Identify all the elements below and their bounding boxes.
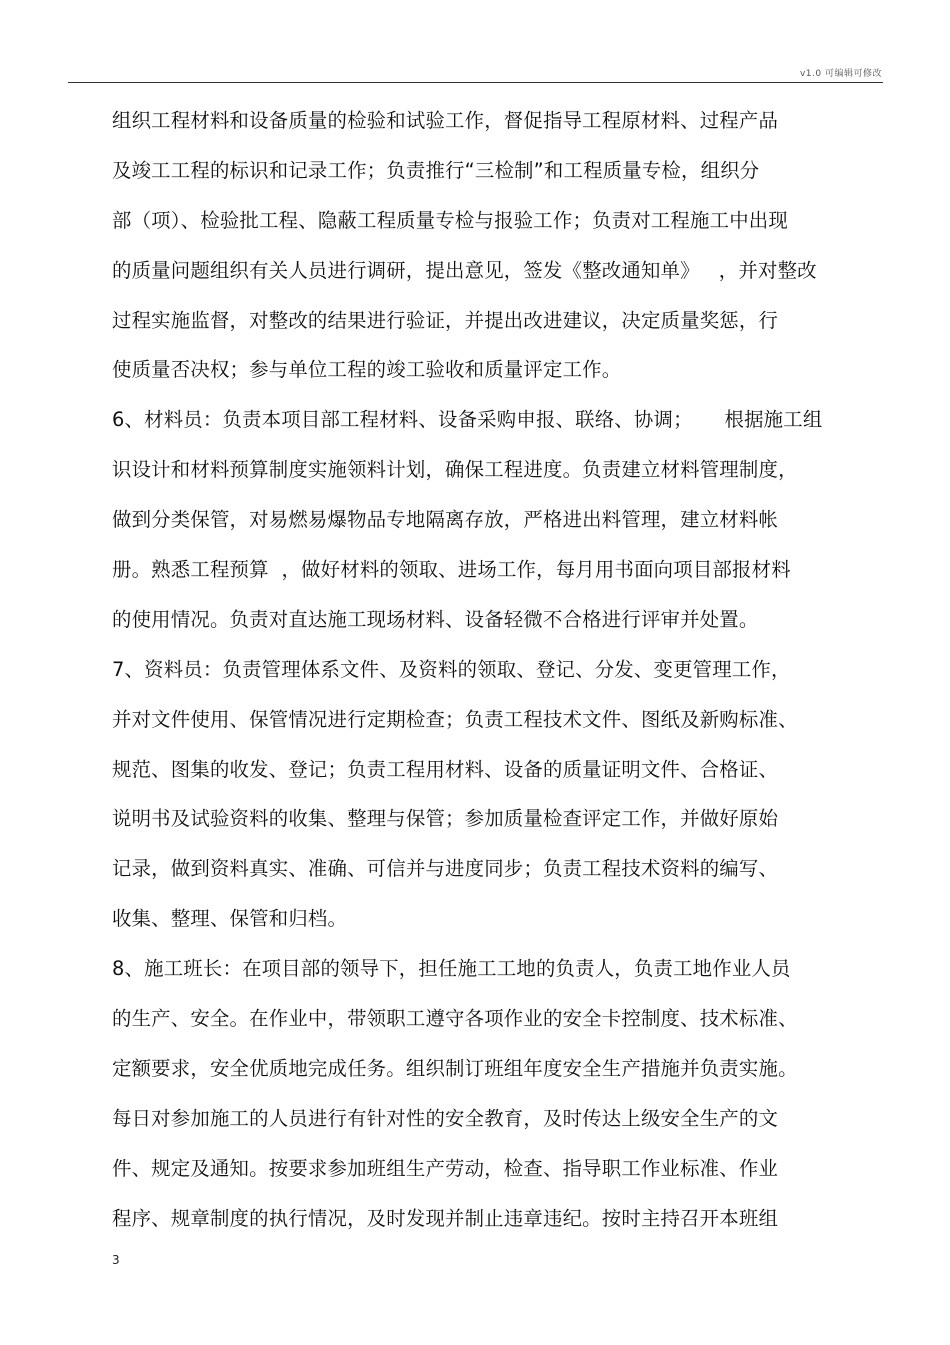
header-rule — [68, 82, 883, 83]
text-line: 部（项）、检验批工程、隐蔽工程质量专检与报验工作；负责对工程施工中出现 — [112, 208, 788, 232]
body-text — [112, 96, 892, 1243]
text-line: 册。熟悉工程预算 ，做好材料的领取、进场工作，每月用书面向项目部报材料 — [112, 558, 791, 582]
text-line: 做到分类保管，对易燃易爆物品专地隔离存放，严格进出料管理，建立材料帐 — [112, 508, 779, 532]
text-line: 程序、规章制度的执行情况，及时发现并制止违章违纪。按时主持召开本班组 — [112, 1206, 779, 1230]
text-line: 识设计和材料预算制度实施领料计划，确保工程进度。负责建立材料管理制度， — [112, 458, 798, 482]
text-line: 的使用情况。负责对直达施工现场材料、设备轻微不合格进行评审并处置。 — [112, 607, 759, 631]
text-line: 8、施工班长：在项目部的领导下，担任施工工地的负责人，负责工地作业人员 — [112, 957, 791, 981]
text-line: 记录，做到资料真实、准确、可信并与进度同步；负责工程技术资料的编写、 — [112, 857, 779, 881]
text-line: 件、规定及通知。按要求参加班组生产劳动，检查、指导职工作业标准、作业 — [112, 1156, 779, 1180]
text-line: 组织工程材料和设备质量的检验和试验工作，督促指导工程原材料、过程产品 — [112, 109, 779, 132]
text-line: 每日对参加施工的人员进行有针对性的安全教育，及时传达上级安全生产的文 — [112, 1106, 779, 1130]
text-line: 及竣工工程的标识和记录工作；负责推行“三检制”和工程质量专检，组织分 — [112, 158, 760, 182]
text-line: 规范、图集的收发、登记；负责工程用材料、设备的质量证明文件、合格证、 — [112, 757, 779, 781]
page-number: 3 — [112, 1253, 120, 1267]
text-line: 收集、整理、保管和归档。 — [112, 907, 348, 931]
text-line: 7、资料员：负责管理体系文件、及资料的领取、登记、分发、变更管理工作， — [112, 657, 791, 681]
text-line: 并对文件使用、保管情况进行定期检查；负责工程技术文件、图纸及新购标准、 — [112, 707, 798, 731]
text-line: 6、材料员：负责本项目部工程材料、设备采购申报、联络、协调； 根据施工组 — [112, 408, 823, 432]
header-version-note: v1.0 可编辑可修改 — [799, 69, 882, 79]
text-line: 使质量否决权；参与单位工程的竣工验收和质量评定工作。 — [112, 358, 622, 382]
text-line: 定额要求，安全优质地完成任务。组织制订班组年度安全生产措施并负责实施。 — [112, 1056, 798, 1080]
text-line: 过程实施监督，对整改的结果进行验证，并提出改进建议，决定质量奖惩，行 — [112, 308, 779, 332]
text-line: 说明书及试验资料的收集、整理与保管；参加质量检查评定工作，并做好原始 — [112, 807, 779, 831]
text-line: 的质量问题组织有关人员进行调研，提出意见，签发《整改通知单》 ，并对整改 — [112, 258, 817, 282]
text-line: 的生产、安全。在作业中，带领职工遵守各项作业的安全卡控制度、技术标准、 — [112, 1007, 798, 1031]
